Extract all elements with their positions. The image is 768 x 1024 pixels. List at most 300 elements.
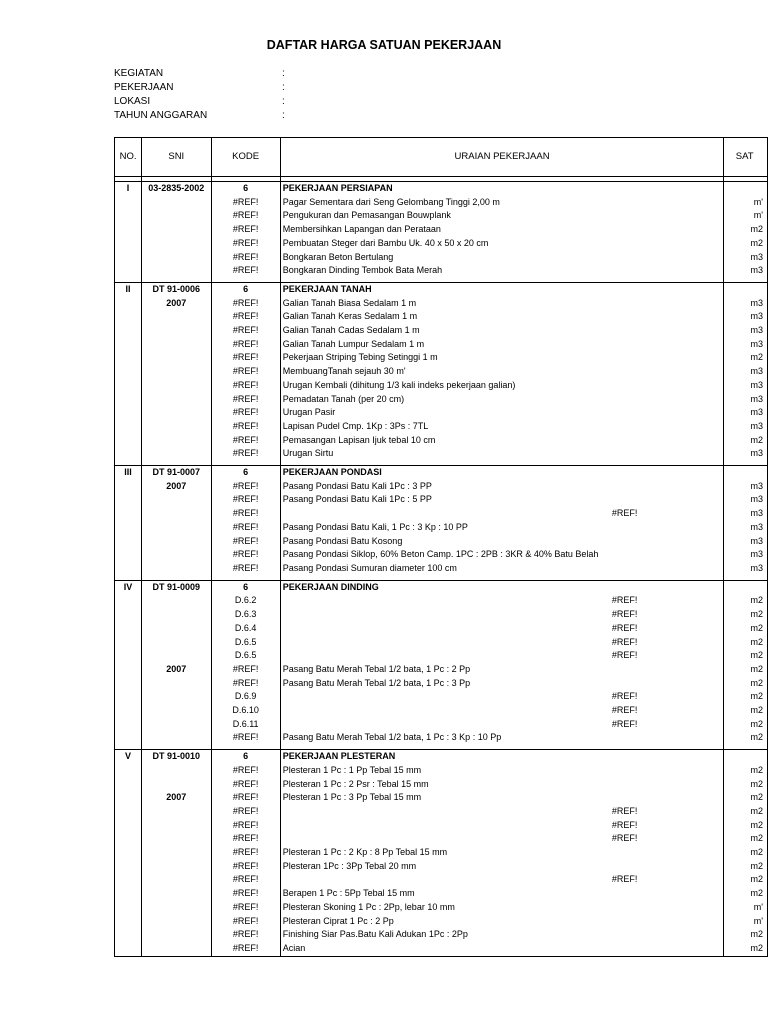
section-row bbox=[115, 282, 768, 296]
row-sni bbox=[142, 521, 211, 535]
row-no bbox=[115, 237, 142, 251]
row-uraian: Pemasangan Lapisan Ijuk tebal 10 cm bbox=[280, 434, 724, 448]
table-row bbox=[115, 594, 768, 608]
table-row bbox=[115, 406, 768, 420]
row-sni bbox=[142, 379, 211, 393]
row-kode: #REF! bbox=[211, 548, 280, 562]
row-uraian: #REF! bbox=[280, 649, 724, 663]
section-row bbox=[115, 750, 768, 764]
row-sat: m2 bbox=[724, 731, 768, 745]
section-kode: 6 bbox=[211, 182, 280, 196]
table-row bbox=[115, 196, 768, 210]
row-sat: m3 bbox=[724, 264, 768, 278]
table-row bbox=[115, 379, 768, 393]
row-no bbox=[115, 251, 142, 265]
row-uraian: Bongkaran Dinding Tembok Bata Merah bbox=[280, 264, 724, 278]
row-kode: D.6.2 bbox=[211, 594, 280, 608]
section-no: II bbox=[115, 282, 142, 296]
row-sni bbox=[142, 819, 211, 833]
row-no bbox=[115, 690, 142, 704]
table-row bbox=[115, 493, 768, 507]
row-sni bbox=[142, 223, 211, 237]
row-sat: m2 bbox=[724, 791, 768, 805]
row-sni: 2007 bbox=[142, 297, 211, 311]
row-kode: #REF! bbox=[211, 365, 280, 379]
row-sat: m3 bbox=[724, 324, 768, 338]
row-sni bbox=[142, 901, 211, 915]
row-uraian: Galian Tanah Cadas Sedalam 1 m bbox=[280, 324, 724, 338]
row-kode: #REF! bbox=[211, 324, 280, 338]
row-kode: #REF! bbox=[211, 805, 280, 819]
row-no bbox=[115, 209, 142, 223]
row-sat: m2 bbox=[724, 237, 768, 251]
section-title: PEKERJAAN DINDING bbox=[280, 580, 724, 594]
table-row bbox=[115, 887, 768, 901]
section-kode: 6 bbox=[211, 750, 280, 764]
row-sni bbox=[142, 942, 211, 956]
row-kode: #REF! bbox=[211, 928, 280, 942]
row-no bbox=[115, 434, 142, 448]
table-row bbox=[115, 264, 768, 278]
row-uraian: #REF! bbox=[280, 608, 724, 622]
row-kode: #REF! bbox=[211, 860, 280, 874]
meta-colon: : bbox=[282, 96, 285, 107]
price-table-body bbox=[115, 138, 768, 957]
table-row bbox=[115, 223, 768, 237]
row-no bbox=[115, 846, 142, 860]
row-kode: #REF! bbox=[211, 791, 280, 805]
section-sni: 03-2835-2002 bbox=[142, 182, 211, 196]
table-row bbox=[115, 677, 768, 691]
row-sni bbox=[142, 447, 211, 461]
row-uraian: Galian Tanah Keras Sedalam 1 m bbox=[280, 310, 724, 324]
row-kode: #REF! bbox=[211, 264, 280, 278]
row-sni bbox=[142, 718, 211, 732]
row-sat: m3 bbox=[724, 480, 768, 494]
section-no: III bbox=[115, 466, 142, 480]
table-row bbox=[115, 832, 768, 846]
row-kode: #REF! bbox=[211, 901, 280, 915]
table-row bbox=[115, 764, 768, 778]
row-no bbox=[115, 338, 142, 352]
table-row bbox=[115, 535, 768, 549]
row-sat: m2 bbox=[724, 690, 768, 704]
row-kode: #REF! bbox=[211, 406, 280, 420]
row-kode: #REF! bbox=[211, 846, 280, 860]
row-uraian: Pasang Batu Merah Tebal 1/2 bata, 1 Pc : 3 Pp bbox=[280, 677, 724, 691]
section-title: PEKERJAAN PERSIAPAN bbox=[280, 182, 724, 196]
table-row bbox=[115, 310, 768, 324]
table-row bbox=[115, 507, 768, 521]
row-sat: m2 bbox=[724, 942, 768, 956]
row-uraian: Pembuatan Steger dari Bambu Uk. 40 x 50 x 20 cm bbox=[280, 237, 724, 251]
row-kode: #REF! bbox=[211, 434, 280, 448]
row-sat: m3 bbox=[724, 310, 768, 324]
row-uraian: Galian Tanah Lumpur Sedalam 1 m bbox=[280, 338, 724, 352]
row-sat: m2 bbox=[724, 663, 768, 677]
section-no: I bbox=[115, 182, 142, 196]
row-sat: m2 bbox=[724, 887, 768, 901]
row-sni bbox=[142, 393, 211, 407]
row-no bbox=[115, 805, 142, 819]
row-sat: m' bbox=[724, 901, 768, 915]
meta-row-pekerjaan bbox=[114, 81, 285, 95]
table-row bbox=[115, 351, 768, 365]
table-row bbox=[115, 915, 768, 929]
row-kode: #REF! bbox=[211, 521, 280, 535]
table-row bbox=[115, 805, 768, 819]
meta-colon: : bbox=[282, 82, 285, 93]
row-uraian: #REF! bbox=[280, 873, 724, 887]
row-no bbox=[115, 548, 142, 562]
row-sat: m2 bbox=[724, 649, 768, 663]
row-sni bbox=[142, 251, 211, 265]
section-sni: DT 91-0007 bbox=[142, 466, 211, 480]
section-no: IV bbox=[115, 580, 142, 594]
table-row bbox=[115, 434, 768, 448]
row-sni bbox=[142, 608, 211, 622]
row-sat: m' bbox=[724, 209, 768, 223]
table-row bbox=[115, 480, 768, 494]
row-kode: D.6.3 bbox=[211, 608, 280, 622]
row-no bbox=[115, 819, 142, 833]
row-uraian: Pasang Pondasi Siklop, 60% Beton Camp. 1PC : 2PB : 3KR & 40% Batu Belah bbox=[280, 548, 724, 562]
row-sat: m3 bbox=[724, 493, 768, 507]
meta-label: KEGIATAN bbox=[114, 68, 164, 79]
row-no bbox=[115, 406, 142, 420]
table-row bbox=[115, 649, 768, 663]
row-sni bbox=[142, 622, 211, 636]
row-no bbox=[115, 764, 142, 778]
row-kode: #REF! bbox=[211, 251, 280, 265]
row-kode: #REF! bbox=[211, 731, 280, 745]
row-sni bbox=[142, 805, 211, 819]
row-sat: m3 bbox=[724, 447, 768, 461]
row-no bbox=[115, 223, 142, 237]
row-uraian: Lapisan Pudel Cmp. 1Kp : 3Ps : 7TL bbox=[280, 420, 724, 434]
row-sat: m2 bbox=[724, 805, 768, 819]
row-sni bbox=[142, 493, 211, 507]
row-no bbox=[115, 480, 142, 494]
row-no bbox=[115, 887, 142, 901]
table-row bbox=[115, 608, 768, 622]
row-uraian: #REF! bbox=[280, 718, 724, 732]
section-title: PEKERJAAN PLESTERAN bbox=[280, 750, 724, 764]
row-uraian: #REF! bbox=[280, 594, 724, 608]
table-row bbox=[115, 819, 768, 833]
row-kode: #REF! bbox=[211, 237, 280, 251]
row-sni bbox=[142, 887, 211, 901]
section-title: PEKERJAAN TANAH bbox=[280, 282, 724, 296]
table-row bbox=[115, 324, 768, 338]
row-uraian: Membersihkan Lapangan dan Perataan bbox=[280, 223, 724, 237]
row-kode: D.6.4 bbox=[211, 622, 280, 636]
row-uraian: #REF! bbox=[280, 704, 724, 718]
row-sat: m3 bbox=[724, 420, 768, 434]
row-kode: D.6.5 bbox=[211, 636, 280, 650]
row-no bbox=[115, 832, 142, 846]
row-kode: #REF! bbox=[211, 480, 280, 494]
section-sni: DT 91-0009 bbox=[142, 580, 211, 594]
header-no: NO. bbox=[115, 138, 142, 177]
page-title: DAFTAR HARGA SATUAN PEKERJAAN bbox=[266, 38, 502, 52]
project-meta bbox=[114, 67, 285, 123]
row-sni: 2007 bbox=[142, 663, 211, 677]
row-sat: m3 bbox=[724, 379, 768, 393]
row-uraian: Pasang Pondasi Batu Kali, 1 Pc : 3 Kp : 10 PP bbox=[280, 521, 724, 535]
row-sni bbox=[142, 928, 211, 942]
row-kode: #REF! bbox=[211, 351, 280, 365]
row-no bbox=[115, 718, 142, 732]
row-kode: #REF! bbox=[211, 819, 280, 833]
header-sat: SAT bbox=[724, 138, 768, 177]
table-row bbox=[115, 237, 768, 251]
row-uraian: Pekerjaan Striping Tebing Setinggi 1 m bbox=[280, 351, 724, 365]
row-kode: #REF! bbox=[211, 915, 280, 929]
row-sat: m2 bbox=[724, 677, 768, 691]
table-row bbox=[115, 942, 768, 956]
row-uraian: Finishing Siar Pas.Batu Kali Adukan 1Pc : 2Pp bbox=[280, 928, 724, 942]
row-kode: D.6.11 bbox=[211, 718, 280, 732]
row-kode: #REF! bbox=[211, 223, 280, 237]
table-row bbox=[115, 548, 768, 562]
row-uraian: Plesteran Skoning 1 Pc : 2Pp, lebar 10 mm bbox=[280, 901, 724, 915]
row-no bbox=[115, 942, 142, 956]
row-no bbox=[115, 791, 142, 805]
row-uraian: Urugan Sirtu bbox=[280, 447, 724, 461]
row-kode: #REF! bbox=[211, 562, 280, 576]
row-sat: m3 bbox=[724, 393, 768, 407]
row-uraian: Pasang Pondasi Batu Kali 1Pc : 5 PP bbox=[280, 493, 724, 507]
table-row bbox=[115, 791, 768, 805]
row-no bbox=[115, 535, 142, 549]
row-no bbox=[115, 663, 142, 677]
row-no bbox=[115, 351, 142, 365]
row-sni bbox=[142, 832, 211, 846]
row-sni bbox=[142, 351, 211, 365]
table-header-row bbox=[115, 138, 768, 177]
row-uraian: Plesteran 1 Pc : 1 Pp Tebal 15 mm bbox=[280, 764, 724, 778]
header-uraian: URAIAN PEKERJAAN bbox=[280, 138, 724, 177]
row-kode: #REF! bbox=[211, 663, 280, 677]
row-sat: m3 bbox=[724, 535, 768, 549]
row-no bbox=[115, 636, 142, 650]
row-uraian: MembuangTanah sejauh 30 m' bbox=[280, 365, 724, 379]
row-kode: #REF! bbox=[211, 832, 280, 846]
row-uraian: Pagar Sementara dari Seng Gelombang Tinggi 2,00 m bbox=[280, 196, 724, 210]
meta-label: LOKASI bbox=[114, 96, 151, 107]
row-sat: m2 bbox=[724, 434, 768, 448]
row-kode: #REF! bbox=[211, 764, 280, 778]
row-sni bbox=[142, 704, 211, 718]
meta-row-tahun-anggaran bbox=[114, 109, 285, 123]
row-uraian: Galian Tanah Biasa Sedalam 1 m bbox=[280, 297, 724, 311]
row-sat: m3 bbox=[724, 507, 768, 521]
row-no bbox=[115, 562, 142, 576]
section-sat bbox=[724, 580, 768, 594]
section-kode: 6 bbox=[211, 580, 280, 594]
row-no bbox=[115, 622, 142, 636]
row-no bbox=[115, 649, 142, 663]
meta-label: PEKERJAAN bbox=[114, 82, 174, 93]
row-uraian: Plesteran 1 Pc : 2 Kp : 8 Pp Tebal 15 mm bbox=[280, 846, 724, 860]
row-uraian: #REF! bbox=[280, 507, 724, 521]
table-row bbox=[115, 636, 768, 650]
row-sni bbox=[142, 860, 211, 874]
row-sni bbox=[142, 764, 211, 778]
row-sni bbox=[142, 406, 211, 420]
section-kode: 6 bbox=[211, 466, 280, 480]
row-kode: #REF! bbox=[211, 447, 280, 461]
row-uraian: Plesteran 1 Pc : 3 Pp Tebal 15 mm bbox=[280, 791, 724, 805]
table-row bbox=[115, 447, 768, 461]
row-sat: m2 bbox=[724, 832, 768, 846]
row-sni bbox=[142, 209, 211, 223]
meta-colon: : bbox=[282, 68, 285, 79]
row-kode: #REF! bbox=[211, 887, 280, 901]
row-sat: m3 bbox=[724, 548, 768, 562]
row-uraian: Pasang Pondasi Sumuran diameter 100 cm bbox=[280, 562, 724, 576]
row-sni bbox=[142, 731, 211, 745]
table-row bbox=[115, 420, 768, 434]
meta-colon: : bbox=[282, 110, 285, 121]
row-kode: #REF! bbox=[211, 778, 280, 792]
row-kode: D.6.9 bbox=[211, 690, 280, 704]
meta-row-kegiatan bbox=[114, 67, 285, 81]
row-sni bbox=[142, 562, 211, 576]
row-uraian: Pasang Batu Merah Tebal 1/2 bata, 1 Pc : 3 Kp : 10 Pp bbox=[280, 731, 724, 745]
row-no bbox=[115, 447, 142, 461]
row-sat: m2 bbox=[724, 636, 768, 650]
row-sat: m2 bbox=[724, 718, 768, 732]
row-no bbox=[115, 778, 142, 792]
row-kode: #REF! bbox=[211, 493, 280, 507]
row-sni bbox=[142, 535, 211, 549]
row-kode: #REF! bbox=[211, 677, 280, 691]
row-sni bbox=[142, 636, 211, 650]
table-row bbox=[115, 928, 768, 942]
table-row bbox=[115, 663, 768, 677]
row-no bbox=[115, 310, 142, 324]
row-uraian: Pasang Pondasi Batu Kosong bbox=[280, 535, 724, 549]
row-sat: m2 bbox=[724, 873, 768, 887]
row-sni bbox=[142, 594, 211, 608]
row-kode: #REF! bbox=[211, 507, 280, 521]
row-sat: m2 bbox=[724, 223, 768, 237]
row-sat: m2 bbox=[724, 846, 768, 860]
row-kode: D.6.10 bbox=[211, 704, 280, 718]
row-uraian: Acian bbox=[280, 942, 724, 956]
row-sat: m2 bbox=[724, 778, 768, 792]
row-uraian: #REF! bbox=[280, 819, 724, 833]
table-row bbox=[115, 521, 768, 535]
row-sni bbox=[142, 507, 211, 521]
row-no bbox=[115, 873, 142, 887]
row-sat: m3 bbox=[724, 406, 768, 420]
row-no bbox=[115, 608, 142, 622]
row-sni bbox=[142, 338, 211, 352]
section-title: PEKERJAAN PONDASI bbox=[280, 466, 724, 480]
table-row bbox=[115, 901, 768, 915]
table-row bbox=[115, 365, 768, 379]
row-no bbox=[115, 493, 142, 507]
row-sat: m2 bbox=[724, 860, 768, 874]
row-sni bbox=[142, 915, 211, 929]
row-sni bbox=[142, 846, 211, 860]
row-no bbox=[115, 297, 142, 311]
table-row bbox=[115, 209, 768, 223]
header-kode: KODE bbox=[211, 138, 280, 177]
row-kode: #REF! bbox=[211, 942, 280, 956]
row-no bbox=[115, 196, 142, 210]
row-kode: #REF! bbox=[211, 420, 280, 434]
table-row bbox=[115, 846, 768, 860]
table-row bbox=[115, 731, 768, 745]
row-no bbox=[115, 365, 142, 379]
row-sat: m2 bbox=[724, 351, 768, 365]
row-sni bbox=[142, 677, 211, 691]
row-sat: m3 bbox=[724, 338, 768, 352]
row-kode: #REF! bbox=[211, 297, 280, 311]
row-sat: m3 bbox=[724, 251, 768, 265]
row-sni bbox=[142, 434, 211, 448]
table-row bbox=[115, 251, 768, 265]
table-row bbox=[115, 690, 768, 704]
row-sni bbox=[142, 778, 211, 792]
row-kode: #REF! bbox=[211, 393, 280, 407]
section-no: V bbox=[115, 750, 142, 764]
row-no bbox=[115, 901, 142, 915]
row-sni: 2007 bbox=[142, 480, 211, 494]
row-sat: m2 bbox=[724, 608, 768, 622]
row-kode: #REF! bbox=[211, 196, 280, 210]
table-row bbox=[115, 562, 768, 576]
row-sni bbox=[142, 690, 211, 704]
meta-label: TAHUN ANGGARAN bbox=[114, 110, 208, 121]
row-sat: m3 bbox=[724, 365, 768, 379]
section-sat bbox=[724, 182, 768, 196]
table-row bbox=[115, 622, 768, 636]
row-sni bbox=[142, 324, 211, 338]
row-sni bbox=[142, 237, 211, 251]
table-row bbox=[115, 297, 768, 311]
row-uraian: Urugan Pasir bbox=[280, 406, 724, 420]
section-sni: DT 91-0006 bbox=[142, 282, 211, 296]
row-sni bbox=[142, 548, 211, 562]
table-row bbox=[115, 393, 768, 407]
row-uraian: Berapen 1 Pc : 5Pp Tebal 15 mm bbox=[280, 887, 724, 901]
row-no bbox=[115, 704, 142, 718]
meta-row-lokasi bbox=[114, 95, 285, 109]
row-no bbox=[115, 264, 142, 278]
row-uraian: #REF! bbox=[280, 690, 724, 704]
table-row bbox=[115, 860, 768, 874]
row-uraian: Pasang Batu Merah Tebal 1/2 bata, 1 Pc : 2 Pp bbox=[280, 663, 724, 677]
row-kode: #REF! bbox=[211, 379, 280, 393]
section-sat bbox=[724, 466, 768, 480]
row-uraian: #REF! bbox=[280, 636, 724, 650]
row-sni: 2007 bbox=[142, 791, 211, 805]
section-sni: DT 91-0010 bbox=[142, 750, 211, 764]
row-uraian: Urugan Kembali (dihitung 1/3 kali indeks pekerjaan galian) bbox=[280, 379, 724, 393]
row-uraian: Plesteran 1Pc : 3Pp Tebal 20 mm bbox=[280, 860, 724, 874]
row-no bbox=[115, 677, 142, 691]
row-no bbox=[115, 594, 142, 608]
section-sat bbox=[724, 282, 768, 296]
header-sni: SNI bbox=[142, 138, 211, 177]
row-sni bbox=[142, 196, 211, 210]
row-sat: m2 bbox=[724, 764, 768, 778]
